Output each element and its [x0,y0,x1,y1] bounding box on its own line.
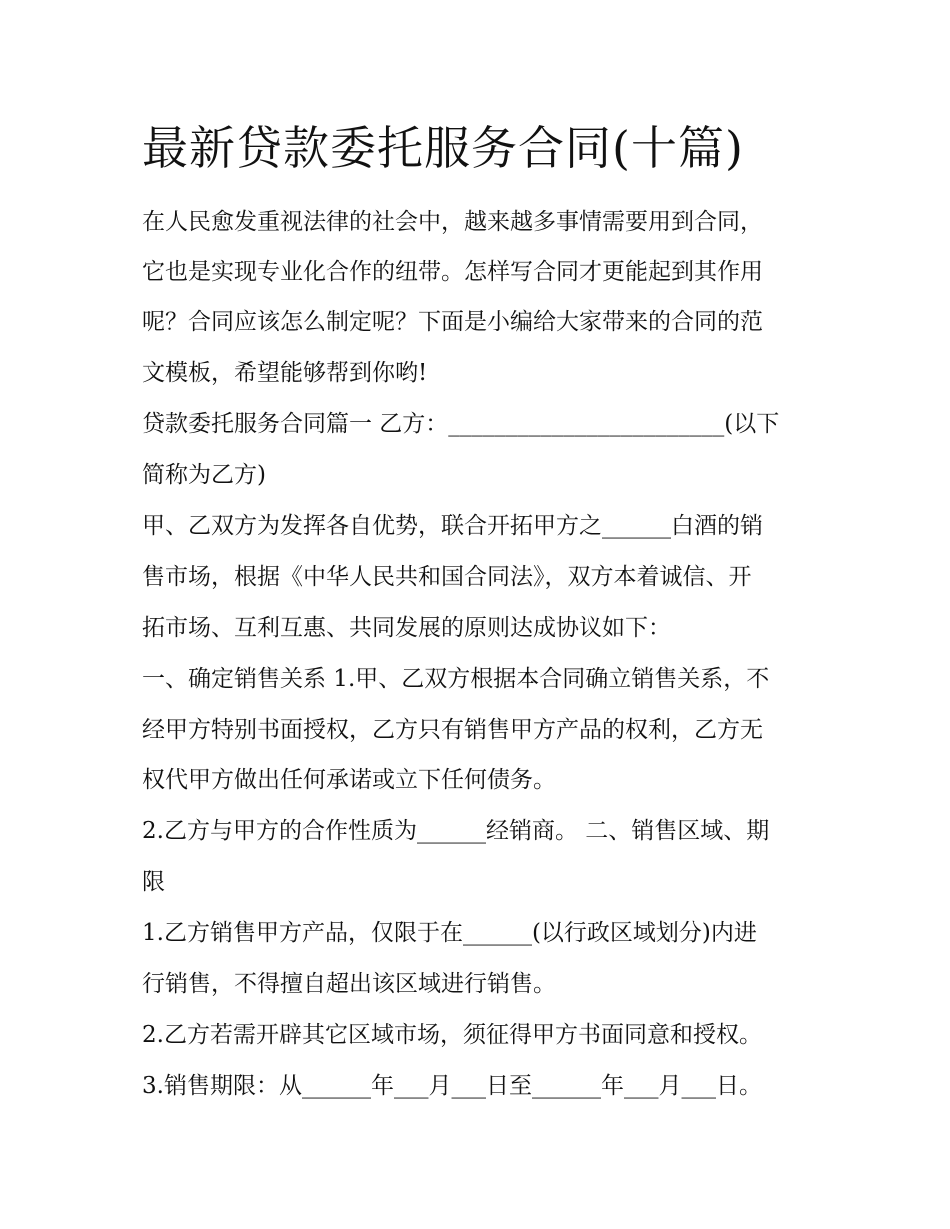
text-line: 2.乙方若需开辟其它区域市场，须征得甲方书面同意和授权。 [142,1022,762,1048]
text-line: 文模板，希望能够帮到你哟! [142,360,428,386]
text-line: 贷款委托服务合同篇一 乙方：________________________(以下 [142,411,780,437]
text-line: 一、确定销售关系 1.甲、乙双方根据本合同确立销售关系，不 [142,666,770,692]
document-title: 最新贷款委托服务合同(十篇) [142,121,744,175]
text-line: 拓市场、互利互惠、共同发展的原则达成协议如下： [142,615,671,641]
text-line: 限 [142,869,165,895]
text-line: 2.乙方与甲方的合作性质为______经销商。 二、销售区域、期 [142,818,770,844]
text-line: 简称为乙方) [142,462,266,488]
text-line: 3.销售期限：从______年___月___日至______年___月___日。 [142,1073,762,1099]
text-line: 它也是实现专业化合作的纽带。怎样写合同才更能起到其作用 [142,259,763,285]
text-line: 售市场，根据《中华人民共和国合同法》，双方本着诚信、开 [142,564,752,590]
text-line: 行销售，不得擅自超出该区域进行销售。 [142,971,556,997]
text-line: 权代甲方做出任何承诺或立下任何债务。 [142,767,556,793]
text-line: 呢？合同应该怎么制定呢？下面是小编给大家带来的合同的范 [142,309,763,335]
text-line: 甲、乙双方为发挥各自优势，联合开拓甲方之______白酒的销 [142,513,763,539]
text-line: 1.乙方销售甲方产品，仅限于在______(以行政区域划分)内进 [142,920,757,946]
text-line: 经甲方特别书面授权，乙方只有销售甲方产品的权利，乙方无 [142,717,763,743]
text-line: 在人民愈发重视法律的社会中，越来越多事情需要用到合同， [142,209,763,235]
